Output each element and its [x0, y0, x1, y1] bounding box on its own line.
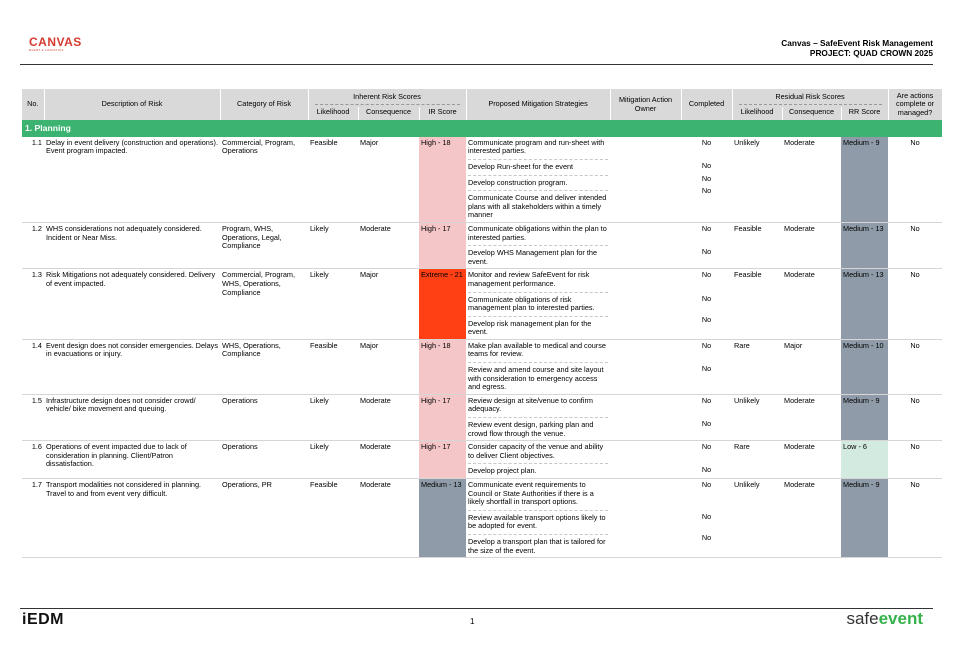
mitigation-item: Develop WHS Management plan for the event.	[468, 245, 608, 266]
inherent-consequence: Moderate	[358, 479, 419, 558]
ir-score: High - 17	[419, 441, 466, 479]
actions-managed: No	[888, 441, 942, 479]
completed-status: No	[701, 293, 712, 303]
risk-number: 1.7	[22, 479, 44, 558]
rr-score: Medium - 13	[841, 269, 888, 340]
canvas-logo	[29, 36, 82, 52]
actions-managed: No	[888, 269, 942, 340]
col-ir-score: IR Score	[419, 107, 466, 121]
residual-likelihood: Feasible	[732, 222, 782, 268]
inherent-likelihood: Likely	[308, 222, 358, 268]
mitigation-item: Make plan available to medical and course teams for review.	[468, 340, 606, 359]
actions-managed: No	[888, 479, 942, 558]
mitigation-item: Review available transport options likely to be adopted for event.	[468, 510, 608, 531]
iedm-logo: iEDM	[22, 611, 64, 628]
col-completed: Completed	[681, 89, 732, 120]
mitigation-owner	[610, 222, 681, 268]
risk-description: Event design does not consider emergencies. Delays in evacuations or injury.	[44, 339, 220, 394]
rr-score: Medium - 9	[841, 137, 888, 223]
completed-status: No	[701, 442, 712, 452]
risk-row	[22, 269, 942, 340]
page-number: 1	[470, 617, 475, 626]
ir-score: Medium - 13	[419, 479, 466, 558]
risk-description: Delay in event delivery (construction and operations). Event program impacted.	[44, 137, 220, 223]
inherent-consequence: Major	[358, 137, 419, 223]
residual-likelihood: Unlikely	[732, 137, 782, 223]
risk-row	[22, 479, 942, 558]
mitigation-list	[466, 394, 610, 440]
mitigation-list	[466, 479, 610, 558]
ir-score: Extreme - 21	[419, 269, 466, 340]
safeevent-logo	[846, 609, 923, 629]
col-actions: Are actions complete or managed?	[888, 89, 942, 120]
inherent-likelihood: Likely	[308, 441, 358, 479]
completed-status: No	[701, 160, 712, 170]
risk-category: WHS, Operations, Compliance	[220, 339, 308, 394]
ir-score: High - 17	[419, 222, 466, 268]
mitigation-item: Develop a transport plan that is tailored for the size of the event.	[468, 534, 608, 555]
residual-likelihood: Unlikely	[732, 394, 782, 440]
mitigation-item: Develop construction program.	[468, 175, 608, 188]
mitigation-owner	[610, 441, 681, 479]
inherent-consequence: Major	[358, 269, 419, 340]
completed-list	[681, 441, 732, 479]
header-dash	[315, 104, 460, 105]
risk-row	[22, 137, 942, 223]
risk-row	[22, 394, 942, 440]
completed-status: No	[701, 314, 712, 324]
actions-managed: No	[888, 339, 942, 394]
risk-description: Infrastructure design does not consider crowd/ vehicle/ bike movement and queuing.	[44, 394, 220, 440]
mitigation-item: Communicate program and run-sheet with interested parties.	[468, 137, 605, 156]
risk-description: WHS considerations not adequately considered. Incident or Near Miss.	[44, 222, 220, 268]
completed-status: No	[701, 532, 712, 542]
risk-row	[22, 339, 942, 394]
risk-category: Commercial, Program, Operations	[220, 137, 308, 223]
document-title: Canvas – SafeEvent Risk Management	[781, 38, 933, 48]
risk-number: 1.3	[22, 269, 44, 340]
risk-number: 1.2	[22, 222, 44, 268]
completed-list	[681, 222, 732, 268]
completed-status: No	[701, 270, 712, 280]
mitigation-item: Monitor and review SafeEvent for risk management performance.	[468, 270, 590, 288]
inherent-consequence: Moderate	[358, 222, 419, 268]
col-r-consequence: Consequence	[782, 107, 841, 121]
risk-description: Risk Mitigations not adequately considered. Delivery of event impacted.	[44, 269, 220, 340]
residual-consequence: Major	[782, 339, 841, 394]
completed-list	[681, 479, 732, 558]
completed-list	[681, 137, 732, 223]
completed-status: No	[701, 173, 712, 183]
completed-status: No	[701, 465, 712, 475]
mitigation-owner	[610, 394, 681, 440]
mitigation-item: Communicate obligations within the plan to interested parties.	[468, 223, 607, 242]
actions-managed: No	[888, 394, 942, 440]
completed-status: No	[701, 395, 712, 405]
inherent-likelihood: Likely	[308, 269, 358, 340]
safeevent-logo-event: event	[878, 609, 923, 628]
header-dash	[739, 104, 882, 105]
completed-list	[681, 269, 732, 340]
project-name: PROJECT: QUAD CROWN 2025	[809, 48, 933, 58]
completed-status: No	[701, 364, 712, 374]
inherent-consequence: Moderate	[358, 441, 419, 479]
logo-text: CANVAS	[29, 35, 82, 49]
completed-status: No	[701, 247, 712, 257]
mitigation-list	[466, 222, 610, 268]
rr-score: Low - 6	[841, 441, 888, 479]
mitigation-owner	[610, 339, 681, 394]
residual-consequence: Moderate	[782, 394, 841, 440]
header-divider	[20, 64, 933, 65]
col-mitigation: Proposed Mitigation Strategies	[466, 89, 610, 120]
mitigation-item: Develop risk management plan for the event.	[468, 316, 608, 337]
residual-likelihood: Feasible	[732, 269, 782, 340]
logo-tagline: EVENT & LOGISTICS	[29, 48, 64, 52]
rr-score: Medium - 9	[841, 394, 888, 440]
col-consequence: Consequence	[358, 107, 419, 121]
risk-category: Commercial, Program, WHS, Operations, Compliance	[220, 269, 308, 340]
risk-number: 1.4	[22, 339, 44, 394]
col-likelihood: Likelihood	[308, 107, 358, 121]
residual-consequence: Moderate	[782, 269, 841, 340]
ir-score: High - 17	[419, 394, 466, 440]
risk-number: 1.5	[22, 394, 44, 440]
table-body	[22, 120, 942, 557]
col-no: No.	[22, 89, 44, 120]
inherent-likelihood: Likely	[308, 394, 358, 440]
mitigation-item: Consider capacity of the venue and ability to deliver Client objectives.	[468, 442, 604, 460]
ir-score: High - 18	[419, 137, 466, 223]
section-title: 1. Planning	[22, 120, 942, 137]
mitigation-owner	[610, 137, 681, 223]
rr-score: Medium - 9	[841, 479, 888, 558]
risk-row	[22, 441, 942, 479]
col-rr-score: RR Score	[841, 107, 888, 121]
mitigation-list	[466, 269, 610, 340]
risk-category: Operations	[220, 441, 308, 479]
col-description: Description of Risk	[44, 89, 220, 120]
mitigation-item: Review design at site/venue to confirm adequacy.	[468, 395, 593, 414]
rr-score: Medium - 10	[841, 339, 888, 394]
completed-status: No	[701, 480, 712, 489]
footer-divider	[20, 608, 933, 609]
completed-list	[681, 394, 732, 440]
inherent-likelihood: Feasible	[308, 479, 358, 558]
risk-description: Operations of event impacted due to lack of consideration in planning. Client/Patron dissatisfaction.	[44, 441, 220, 479]
risk-register-table	[22, 89, 943, 558]
mitigation-item: Communicate obligations of risk management plan to interested parties.	[468, 292, 608, 313]
col-residual-group	[732, 89, 888, 107]
actions-managed: No	[888, 222, 942, 268]
mitigation-item: Develop project plan.	[468, 463, 608, 476]
completed-status: No	[701, 223, 712, 233]
residual-consequence: Moderate	[782, 222, 841, 268]
residual-likelihood: Unlikely	[732, 479, 782, 558]
actions-managed: No	[888, 137, 942, 223]
risk-category: Operations	[220, 394, 308, 440]
completed-status: No	[701, 186, 712, 196]
risk-number: 1.1	[22, 137, 44, 223]
section-row	[22, 120, 942, 137]
rr-score: Medium - 13	[841, 222, 888, 268]
risk-row	[22, 222, 942, 268]
mitigation-item: Develop Run-sheet for the event	[468, 159, 608, 172]
risk-category: Operations, PR	[220, 479, 308, 558]
residual-likelihood: Rare	[732, 441, 782, 479]
risk-description: Transport modalities not considered in planning. Travel to and from event very difficult.	[44, 479, 220, 558]
residual-consequence: Moderate	[782, 479, 841, 558]
mitigation-owner	[610, 269, 681, 340]
completed-status: No	[701, 137, 712, 147]
inherent-likelihood: Feasible	[308, 137, 358, 223]
mitigation-owner	[610, 479, 681, 558]
residual-likelihood: Rare	[732, 339, 782, 394]
mitigation-item: Communicate event requirements to Council or State Authorities if there is a likely shortfall in transport options.	[468, 480, 594, 507]
col-owner: Mitigation Action Owner	[610, 89, 681, 120]
mitigation-item: Review event design, parking plan and crowd flow through the venue.	[468, 417, 608, 438]
completed-status: No	[701, 340, 712, 350]
ir-score: High - 18	[419, 339, 466, 394]
mitigation-item: Review and amend course and site layout with consideration to emergency access and egress.	[468, 362, 608, 392]
mitigation-list	[466, 339, 610, 394]
inherent-consequence: Major	[358, 339, 419, 394]
completed-list	[681, 339, 732, 394]
safeevent-logo-safe: safe	[846, 609, 879, 628]
mitigation-item: Communicate Course and deliver intended plans with all stakeholders within a timely manner	[468, 190, 608, 220]
inherent-consequence: Moderate	[358, 394, 419, 440]
table-header	[22, 89, 942, 120]
document-header	[781, 38, 933, 58]
col-r-likelihood: Likelihood	[732, 107, 782, 121]
residual-consequence: Moderate	[782, 137, 841, 223]
completed-status: No	[701, 511, 712, 521]
mitigation-list	[466, 137, 610, 223]
residual-group-label: Residual Risk Scores	[775, 92, 845, 101]
completed-status: No	[701, 419, 712, 429]
col-category: Category of Risk	[220, 89, 308, 120]
mitigation-list	[466, 441, 610, 479]
risk-number: 1.6	[22, 441, 44, 479]
risk-category: Program, WHS, Operations, Legal, Compliance	[220, 222, 308, 268]
inherent-likelihood: Feasible	[308, 339, 358, 394]
residual-consequence: Moderate	[782, 441, 841, 479]
inherent-group-label: Inherent Risk Scores	[353, 92, 421, 101]
col-inherent-group	[308, 89, 466, 107]
